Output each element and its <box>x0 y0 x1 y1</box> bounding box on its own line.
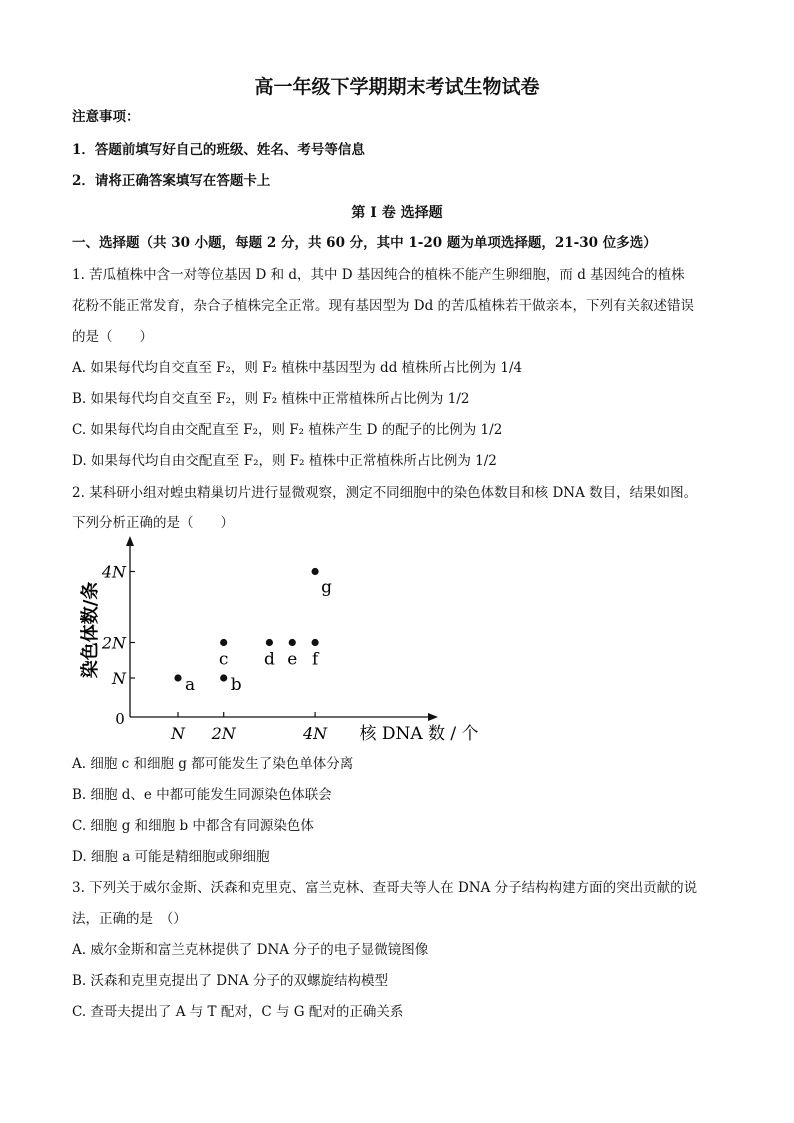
y-tick-label: 2N <box>101 633 126 653</box>
q1-stem-line-2: 花粉不能正常发育，杂合子植株完全正常。现有基因型为 Dd 的苦瓜植株若干做亲本，下列有关叙述错误 <box>72 298 695 314</box>
q2-option-c: C. 细胞 g 和细胞 b 中都含有同源染色体 <box>72 818 314 834</box>
y-tick-label: 4N <box>101 562 126 582</box>
q1-option-d: D. 如果每代均自由交配直至 F₂，则 F₂ 植株中正常植株所占比例为 1/2 <box>72 453 497 469</box>
page-title: 高一年级下学期期末考试生物试卷 <box>254 76 540 98</box>
x-tick-label: 4N <box>303 724 328 743</box>
point-label-b: b <box>230 675 242 695</box>
data-point-a <box>174 674 181 681</box>
x-axis-label: 核 DNA 数 / 个 <box>359 724 479 744</box>
point-label-a: a <box>185 675 196 695</box>
point-label-f: f <box>311 649 319 670</box>
point-label-e: e <box>287 649 298 670</box>
data-point-g <box>312 568 319 575</box>
data-point-f <box>312 639 319 646</box>
part-title: 第 I 卷 选择题 <box>351 205 443 221</box>
q3-option-a: A. 威尔金斯和富兰克林提供了 DNA 分子的电子显微镜图像 <box>72 942 429 958</box>
data-point-c <box>220 639 227 646</box>
q2-stem-line-1: 2. 某科研小组对蝗虫精巢切片进行显微观察，测定不同细胞中的染色体数目和核 DNA 数目，结果如图。 <box>72 485 698 501</box>
y-axis-arrow <box>126 536 134 546</box>
q1-option-a: A. 如果每代均自交直至 F₂，则 F₂ 植株中基因型为 dd 植株所占比例为 1/4 <box>72 360 523 376</box>
x-axis-arrow <box>428 713 438 721</box>
notice-heading: 注意事项： <box>72 109 140 125</box>
q3-stem-line-1: 3. 下列关于威尔金斯、沃森和克里克、富兰克林、查哥夫等人在 DNA 分子结构构建方面的突出贡献的说 <box>72 880 698 896</box>
point-label-c: c <box>218 649 229 670</box>
point-label-g: g <box>321 577 332 598</box>
data-point-e <box>289 639 296 646</box>
q3-option-b: B. 沃森和克里克提出了 DNA 分子的双螺旋结构模型 <box>72 973 388 989</box>
q3-stem-line-2: 法，正确的是 （） <box>72 911 187 927</box>
q1-option-b: B. 如果每代均自交直至 F₂，则 F₂ 植株中正常植株所占比例为 1/2 <box>72 391 470 407</box>
x-tick-label: N <box>171 724 185 743</box>
data-point-d <box>266 639 273 646</box>
q1-option-c: C. 如果每代均自由交配直至 F₂，则 F₂ 植株产生 D 的配子的比例为 1/2 <box>72 422 503 438</box>
chart-points <box>174 568 332 695</box>
q1-stem-line-1: 1. 苦瓜植株中含一对等位基因 D 和 d，其中 D 基因纯合的植株不能产生卵细胞，而 d 基因纯合的植株 <box>72 267 685 283</box>
chromosome-dna-chart <box>0 530 794 750</box>
q2-option-a: A. 细胞 c 和细胞 g 都可能发生了染色单体分离 <box>72 756 354 772</box>
chart-axes <box>79 536 479 744</box>
q1-stem-line-3: 的是（ ） <box>72 329 153 345</box>
x-tick-label: 2N <box>211 724 236 743</box>
data-point-b <box>220 674 227 681</box>
y-tick-label: N <box>112 669 126 688</box>
y-axis-label: 染色体数/条 <box>80 581 101 679</box>
origin-label: 0 <box>115 710 125 728</box>
q2-option-b: B. 细胞 d、e 中都可能发生同源染色体联会 <box>72 787 332 803</box>
notice-item-1: 1．答题前填写好自己的班级、姓名、考号等信息 <box>72 142 365 158</box>
q2-option-d: D. 细胞 a 可能是精细胞或卵细胞 <box>72 849 270 865</box>
point-label-d: d <box>263 649 275 670</box>
notice-item-2: 2．请将正确答案填写在答题卡上 <box>72 173 271 189</box>
section-heading: 一、选择题（共 30 小题，每题 2 分，共 60 分，其中 1-20 题为单项选择题，21-30 位多选） <box>72 235 657 251</box>
q3-option-c: C. 查哥夫提出了 A 与 T 配对，C 与 G 配对的正确关系 <box>72 1004 404 1020</box>
q2-stem-line-2: 下列分析正确的是（ ） <box>72 515 234 531</box>
